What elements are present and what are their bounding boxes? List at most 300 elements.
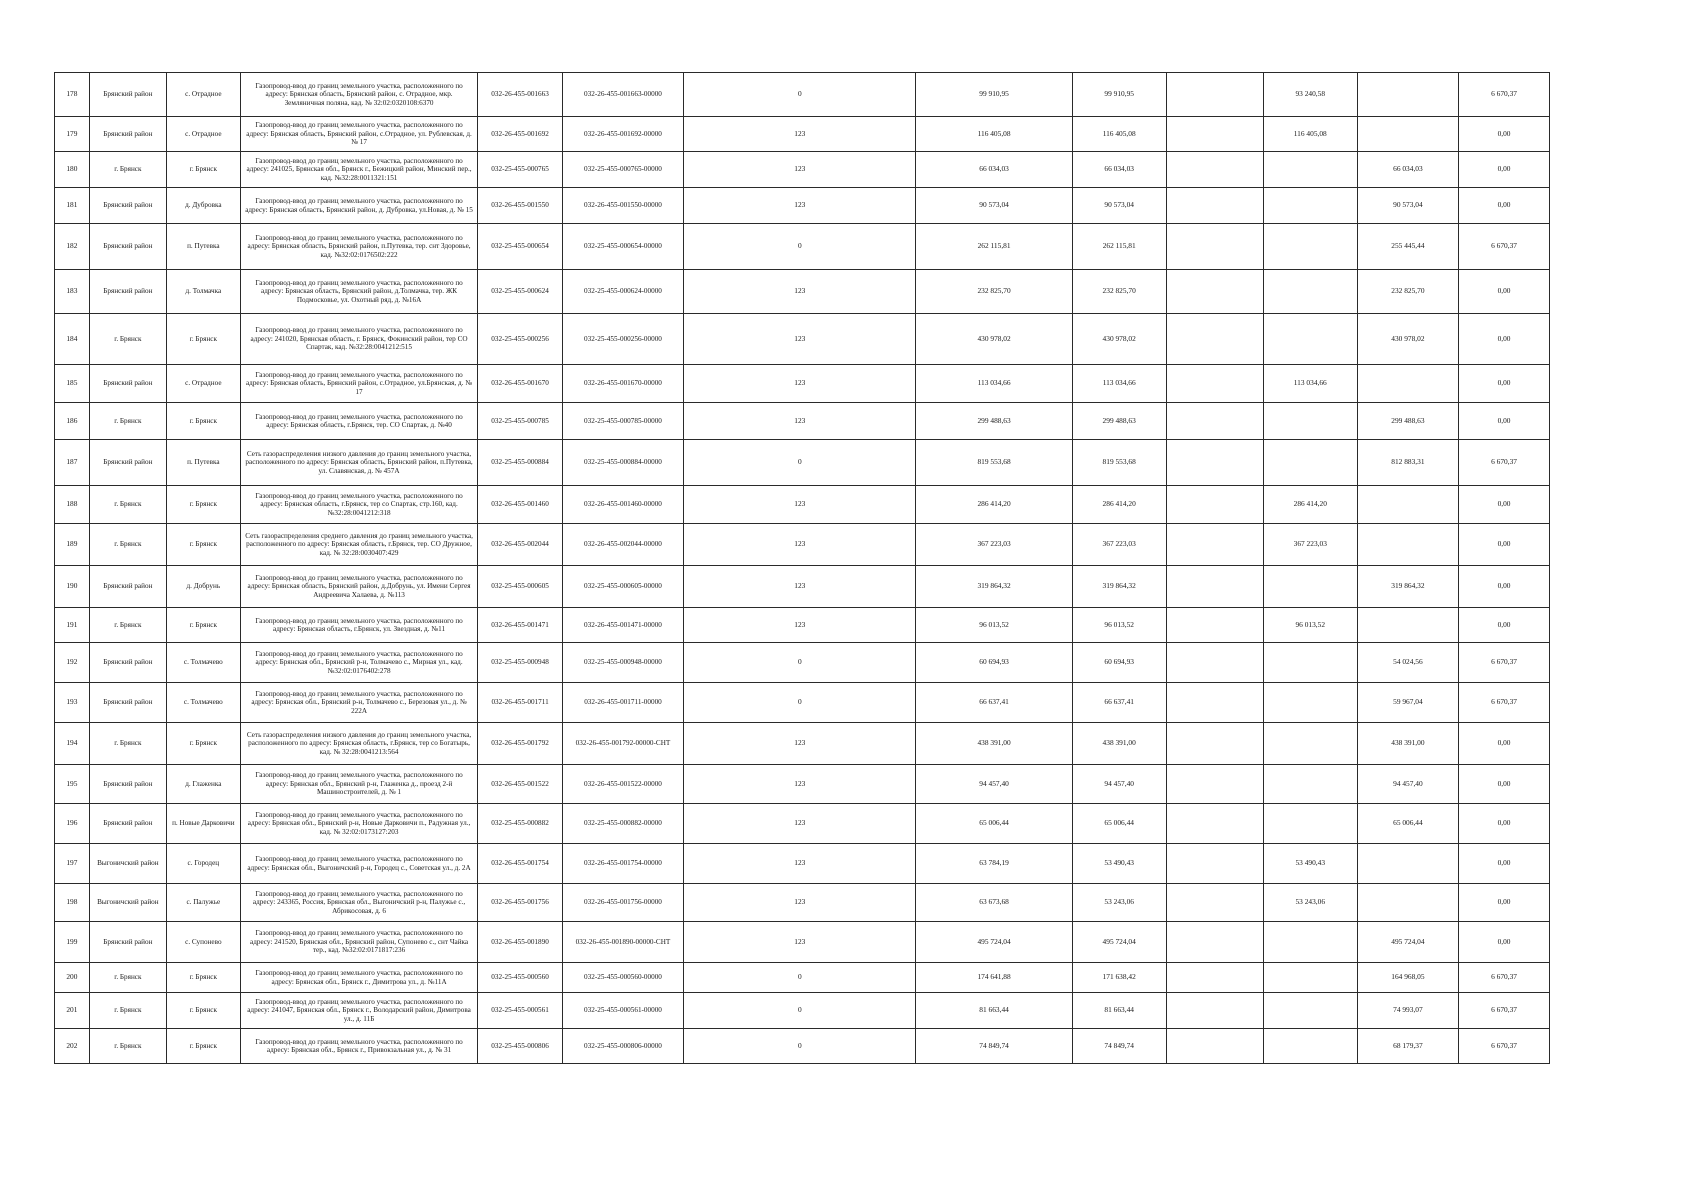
settlement-cell: с. Толмачево bbox=[166, 683, 240, 723]
column-9-value bbox=[1166, 922, 1263, 963]
quantity-cell: 123 bbox=[684, 188, 916, 224]
object-description: Газопровод-ввод до границ земельного участка, расположенного по адресу: Брянская обл., Брянск г., Димитрова ул., д. №11А bbox=[240, 963, 478, 993]
total-cost: 99 910,95 bbox=[916, 73, 1072, 117]
settlement-cell: г. Брянск bbox=[166, 486, 240, 524]
column-11-value: 299 488,63 bbox=[1357, 403, 1458, 440]
amount-cell: 438 391,00 bbox=[1072, 723, 1166, 765]
column-12-value: 0,00 bbox=[1459, 922, 1550, 963]
object-code: 032-25-455-000605 bbox=[478, 566, 562, 608]
column-9-value bbox=[1166, 117, 1263, 152]
object-description: Сеть газораспределения среднего давления до границ земельного участка, расположенного по адресу: Брянская область, г.Брянск, тер. СО Дружное, кад. № 32:28:0030407:429 bbox=[240, 524, 478, 566]
column-10-value: 96 013,52 bbox=[1263, 608, 1357, 643]
total-cost: 495 724,04 bbox=[916, 922, 1072, 963]
column-9-value bbox=[1166, 73, 1263, 117]
inventory-code: 032-25-455-000765-00000 bbox=[562, 152, 683, 188]
object-description: Газопровод-ввод до границ земельного участка, расположенного по адресу: 241520, Брянская обл., Брянский район, Супонево с., снт Чайка тер., кад. №32:02:0171817:236 bbox=[240, 922, 478, 963]
amount-cell: 286 414,20 bbox=[1072, 486, 1166, 524]
settlement-cell: п. Путевка bbox=[166, 224, 240, 270]
column-12-value: 6 670,37 bbox=[1459, 643, 1550, 683]
district-cell: г. Брянск bbox=[89, 152, 166, 188]
column-11-value: 65 006,44 bbox=[1357, 804, 1458, 844]
column-11-value bbox=[1357, 365, 1458, 403]
column-9-value bbox=[1166, 314, 1263, 365]
object-code: 032-25-455-000785 bbox=[478, 403, 562, 440]
settlement-cell: г. Брянск bbox=[166, 524, 240, 566]
column-12-value: 0,00 bbox=[1459, 765, 1550, 804]
object-description: Газопровод-ввод до границ земельного участка, расположенного по адресу: Брянская обл., Выгоничский р-н, Городец с., Советская ул., д. 2А bbox=[240, 844, 478, 884]
column-12-value: 0,00 bbox=[1459, 723, 1550, 765]
inventory-code: 032-25-455-000256-00000 bbox=[562, 314, 683, 365]
settlement-cell: г. Брянск bbox=[166, 1029, 240, 1064]
total-cost: 430 978,02 bbox=[916, 314, 1072, 365]
settlement-cell: д. Дубровка bbox=[166, 188, 240, 224]
row-number: 199 bbox=[55, 922, 90, 963]
object-code: 032-25-455-000765 bbox=[478, 152, 562, 188]
table-row bbox=[55, 486, 1550, 524]
settlement-cell: п. Путевка bbox=[166, 440, 240, 486]
table-row bbox=[55, 608, 1550, 643]
settlement-cell: г. Брянск bbox=[166, 403, 240, 440]
settlement-cell: г. Брянск bbox=[166, 993, 240, 1029]
inventory-code: 032-26-455-001756-00000 bbox=[562, 884, 683, 922]
column-10-value bbox=[1263, 270, 1357, 314]
settlement-cell: д. Глаженка bbox=[166, 765, 240, 804]
quantity-cell: 123 bbox=[684, 365, 916, 403]
object-code: 032-26-455-001550 bbox=[478, 188, 562, 224]
row-number: 178 bbox=[55, 73, 90, 117]
column-9-value bbox=[1166, 804, 1263, 844]
quantity-cell: 0 bbox=[684, 993, 916, 1029]
column-12-value: 0,00 bbox=[1459, 403, 1550, 440]
row-number: 179 bbox=[55, 117, 90, 152]
column-11-value bbox=[1357, 884, 1458, 922]
object-description: Газопровод-ввод до границ земельного участка, расположенного по адресу: Брянская область, Брянский район, с.Отрадное, ул.Брянская, д. № 17 bbox=[240, 365, 478, 403]
quantity-cell: 0 bbox=[684, 683, 916, 723]
column-9-value bbox=[1166, 486, 1263, 524]
quantity-cell: 123 bbox=[684, 524, 916, 566]
table-row bbox=[55, 224, 1550, 270]
row-number: 189 bbox=[55, 524, 90, 566]
table-row bbox=[55, 643, 1550, 683]
table-row bbox=[55, 765, 1550, 804]
table-row bbox=[55, 683, 1550, 723]
district-cell: г. Брянск bbox=[89, 1029, 166, 1064]
quantity-cell: 123 bbox=[684, 486, 916, 524]
column-11-value bbox=[1357, 73, 1458, 117]
total-cost: 63 673,68 bbox=[916, 884, 1072, 922]
column-11-value bbox=[1357, 608, 1458, 643]
row-number: 198 bbox=[55, 884, 90, 922]
row-number: 191 bbox=[55, 608, 90, 643]
column-9-value bbox=[1166, 566, 1263, 608]
district-cell: Брянский район bbox=[89, 224, 166, 270]
table-row bbox=[55, 314, 1550, 365]
table-row bbox=[55, 566, 1550, 608]
inventory-code: 032-26-455-001792-00000-СНТ bbox=[562, 723, 683, 765]
column-11-value: 90 573,04 bbox=[1357, 188, 1458, 224]
table-row bbox=[55, 844, 1550, 884]
column-9-value bbox=[1166, 884, 1263, 922]
inventory-code: 032-26-455-001460-00000 bbox=[562, 486, 683, 524]
object-code: 032-25-455-000561 bbox=[478, 993, 562, 1029]
row-number: 184 bbox=[55, 314, 90, 365]
registry-sheet bbox=[54, 72, 1550, 1064]
row-number: 192 bbox=[55, 643, 90, 683]
column-9-value bbox=[1166, 844, 1263, 884]
district-cell: Брянский район bbox=[89, 117, 166, 152]
amount-cell: 116 405,08 bbox=[1072, 117, 1166, 152]
row-number: 202 bbox=[55, 1029, 90, 1064]
inventory-code: 032-25-455-000806-00000 bbox=[562, 1029, 683, 1064]
inventory-code: 032-25-455-000882-00000 bbox=[562, 804, 683, 844]
column-12-value: 6 670,37 bbox=[1459, 683, 1550, 723]
column-12-value: 0,00 bbox=[1459, 188, 1550, 224]
total-cost: 174 641,88 bbox=[916, 963, 1072, 993]
column-10-value bbox=[1263, 683, 1357, 723]
column-10-value: 93 240,58 bbox=[1263, 73, 1357, 117]
total-cost: 94 457,40 bbox=[916, 765, 1072, 804]
object-description: Газопровод-ввод до границ земельного участка, расположенного по адресу: Брянская область, г.Брянск, ул. Звездная, д. №11 bbox=[240, 608, 478, 643]
total-cost: 65 006,44 bbox=[916, 804, 1072, 844]
total-cost: 438 391,00 bbox=[916, 723, 1072, 765]
table-row bbox=[55, 270, 1550, 314]
amount-cell: 232 825,70 bbox=[1072, 270, 1166, 314]
table-row bbox=[55, 993, 1550, 1029]
column-12-value: 0,00 bbox=[1459, 365, 1550, 403]
total-cost: 90 573,04 bbox=[916, 188, 1072, 224]
district-cell: г. Брянск bbox=[89, 723, 166, 765]
table-row bbox=[55, 188, 1550, 224]
column-9-value bbox=[1166, 403, 1263, 440]
object-code: 032-26-455-001471 bbox=[478, 608, 562, 643]
total-cost: 63 784,19 bbox=[916, 844, 1072, 884]
column-12-value: 0,00 bbox=[1459, 566, 1550, 608]
row-number: 186 bbox=[55, 403, 90, 440]
object-code: 032-26-455-001692 bbox=[478, 117, 562, 152]
column-10-value bbox=[1263, 403, 1357, 440]
quantity-cell: 123 bbox=[684, 152, 916, 188]
district-cell: Брянский район bbox=[89, 683, 166, 723]
table-row bbox=[55, 804, 1550, 844]
table-row bbox=[55, 365, 1550, 403]
column-10-value bbox=[1263, 188, 1357, 224]
column-12-value: 0,00 bbox=[1459, 270, 1550, 314]
inventory-code: 032-26-455-001663-00000 bbox=[562, 73, 683, 117]
inventory-code: 032-26-455-001754-00000 bbox=[562, 844, 683, 884]
amount-cell: 319 864,32 bbox=[1072, 566, 1166, 608]
column-10-value bbox=[1263, 963, 1357, 993]
object-code: 032-26-455-002044 bbox=[478, 524, 562, 566]
settlement-cell: г. Брянск bbox=[166, 963, 240, 993]
row-number: 190 bbox=[55, 566, 90, 608]
object-code: 032-26-455-001792 bbox=[478, 723, 562, 765]
inventory-code: 032-25-455-000785-00000 bbox=[562, 403, 683, 440]
column-12-value: 0,00 bbox=[1459, 844, 1550, 884]
object-code: 032-25-455-000654 bbox=[478, 224, 562, 270]
column-11-value: 495 724,04 bbox=[1357, 922, 1458, 963]
amount-cell: 66 034,03 bbox=[1072, 152, 1166, 188]
column-11-value: 74 993,07 bbox=[1357, 993, 1458, 1029]
settlement-cell: п. Новые Дарковичи bbox=[166, 804, 240, 844]
column-11-value: 430 978,02 bbox=[1357, 314, 1458, 365]
column-10-value bbox=[1263, 1029, 1357, 1064]
quantity-cell: 0 bbox=[684, 643, 916, 683]
quantity-cell: 123 bbox=[684, 884, 916, 922]
column-11-value: 319 864,32 bbox=[1357, 566, 1458, 608]
total-cost: 60 694,93 bbox=[916, 643, 1072, 683]
inventory-code: 032-26-455-001550-00000 bbox=[562, 188, 683, 224]
total-cost: 66 034,03 bbox=[916, 152, 1072, 188]
amount-cell: 99 910,95 bbox=[1072, 73, 1166, 117]
inventory-code: 032-25-455-000884-00000 bbox=[562, 440, 683, 486]
amount-cell: 60 694,93 bbox=[1072, 643, 1166, 683]
inventory-code: 032-25-455-000948-00000 bbox=[562, 643, 683, 683]
column-9-value bbox=[1166, 643, 1263, 683]
column-10-value bbox=[1263, 440, 1357, 486]
row-number: 197 bbox=[55, 844, 90, 884]
column-9-value bbox=[1166, 524, 1263, 566]
column-10-value bbox=[1263, 224, 1357, 270]
object-description: Газопровод-ввод до границ земельного участка, расположенного по адресу: Брянская обл., Брянск г., Привокзальная ул., д. № 31 bbox=[240, 1029, 478, 1064]
object-description: Газопровод-ввод до границ земельного участка, расположенного по адресу: Брянская обл., Брянский р-н, Толмачево с., Березовая ул., д. № 222А bbox=[240, 683, 478, 723]
district-cell: Брянский район bbox=[89, 73, 166, 117]
column-11-value bbox=[1357, 117, 1458, 152]
column-12-value: 0,00 bbox=[1459, 117, 1550, 152]
amount-cell: 96 013,52 bbox=[1072, 608, 1166, 643]
row-number: 183 bbox=[55, 270, 90, 314]
table-row bbox=[55, 884, 1550, 922]
object-code: 032-25-455-000882 bbox=[478, 804, 562, 844]
amount-cell: 53 490,43 bbox=[1072, 844, 1166, 884]
column-11-value: 68 179,37 bbox=[1357, 1029, 1458, 1064]
column-11-value: 94 457,40 bbox=[1357, 765, 1458, 804]
inventory-code: 032-26-455-001711-00000 bbox=[562, 683, 683, 723]
settlement-cell: с. Супонево bbox=[166, 922, 240, 963]
settlement-cell: с. Отрадное bbox=[166, 73, 240, 117]
total-cost: 319 864,32 bbox=[916, 566, 1072, 608]
total-cost: 113 034,66 bbox=[916, 365, 1072, 403]
settlement-cell: с. Толмачево bbox=[166, 643, 240, 683]
row-number: 200 bbox=[55, 963, 90, 993]
object-code: 032-26-455-001711 bbox=[478, 683, 562, 723]
object-description: Газопровод-ввод до границ земельного участка, расположенного по адресу: Брянская область, Брянский район, с. Отрадное, мкр. Земляничная поляна, кад. № 32:02:0320108:6370 bbox=[240, 73, 478, 117]
object-description: Газопровод-ввод до границ земельного участка, расположенного по адресу: 241020, Брянская область, г. Брянск, Фокинский район, тер СО Спартак, кад. №32:28:0041212:515 bbox=[240, 314, 478, 365]
row-number: 185 bbox=[55, 365, 90, 403]
total-cost: 232 825,70 bbox=[916, 270, 1072, 314]
column-9-value bbox=[1166, 608, 1263, 643]
quantity-cell: 123 bbox=[684, 765, 916, 804]
column-9-value bbox=[1166, 683, 1263, 723]
amount-cell: 262 115,81 bbox=[1072, 224, 1166, 270]
inventory-code: 032-25-455-000605-00000 bbox=[562, 566, 683, 608]
inventory-code: 032-26-455-001670-00000 bbox=[562, 365, 683, 403]
column-9-value bbox=[1166, 188, 1263, 224]
column-10-value: 367 223,03 bbox=[1263, 524, 1357, 566]
row-number: 181 bbox=[55, 188, 90, 224]
quantity-cell: 123 bbox=[684, 804, 916, 844]
column-9-value bbox=[1166, 224, 1263, 270]
district-cell: г. Брянск bbox=[89, 993, 166, 1029]
column-12-value: 6 670,37 bbox=[1459, 224, 1550, 270]
column-9-value bbox=[1166, 1029, 1263, 1064]
column-9-value bbox=[1166, 440, 1263, 486]
object-description: Газопровод-ввод до границ земельного участка, расположенного по адресу: Брянская область, Брянский район, д.Добрунь, ул. Имени Сергея Андреевича Халаева, д. №113 bbox=[240, 566, 478, 608]
object-description: Газопровод-ввод до границ земельного участка, расположенного по адресу: Брянская обл., Брянский р-н, Глаженка д., проезд 2-й Машиностроителей, д. № 1 bbox=[240, 765, 478, 804]
column-10-value bbox=[1263, 922, 1357, 963]
settlement-cell: д. Добрунь bbox=[166, 566, 240, 608]
district-cell: Выгоничский район bbox=[89, 884, 166, 922]
quantity-cell: 123 bbox=[684, 922, 916, 963]
column-11-value: 59 967,04 bbox=[1357, 683, 1458, 723]
quantity-cell: 123 bbox=[684, 117, 916, 152]
settlement-cell: с. Отрадное bbox=[166, 117, 240, 152]
column-12-value: 6 670,37 bbox=[1459, 993, 1550, 1029]
object-code: 032-26-455-001522 bbox=[478, 765, 562, 804]
amount-cell: 171 638,42 bbox=[1072, 963, 1166, 993]
amount-cell: 495 724,04 bbox=[1072, 922, 1166, 963]
row-number: 187 bbox=[55, 440, 90, 486]
object-description: Газопровод-ввод до границ земельного участка, расположенного по адресу: Брянская область, Брянский район, д.Толмачка, тер. ЖК Подмосковье, ул. Охотный ряд, д. №16А bbox=[240, 270, 478, 314]
registry-table bbox=[54, 72, 1550, 1064]
district-cell: г. Брянск bbox=[89, 524, 166, 566]
inventory-code: 032-26-455-001890-00000-СНТ bbox=[562, 922, 683, 963]
row-number: 196 bbox=[55, 804, 90, 844]
district-cell: Брянский район bbox=[89, 804, 166, 844]
amount-cell: 66 637,41 bbox=[1072, 683, 1166, 723]
column-12-value: 0,00 bbox=[1459, 524, 1550, 566]
total-cost: 96 013,52 bbox=[916, 608, 1072, 643]
column-11-value bbox=[1357, 486, 1458, 524]
table-row bbox=[55, 1029, 1550, 1064]
district-cell: Брянский район bbox=[89, 188, 166, 224]
quantity-cell: 0 bbox=[684, 963, 916, 993]
row-number: 182 bbox=[55, 224, 90, 270]
column-11-value bbox=[1357, 524, 1458, 566]
amount-cell: 819 553,68 bbox=[1072, 440, 1166, 486]
total-cost: 367 223,03 bbox=[916, 524, 1072, 566]
object-code: 032-26-455-001756 bbox=[478, 884, 562, 922]
object-description: Газопровод-ввод до границ земельного участка, расположенного по адресу: Брянская обл., Брянский р-н, Новые Дарковичи п., Радужная ул., кад. № 32:02:0173127:203 bbox=[240, 804, 478, 844]
total-cost: 81 663,44 bbox=[916, 993, 1072, 1029]
column-12-value: 0,00 bbox=[1459, 314, 1550, 365]
object-code: 032-25-455-000806 bbox=[478, 1029, 562, 1064]
inventory-code: 032-25-455-000560-00000 bbox=[562, 963, 683, 993]
table-row bbox=[55, 117, 1550, 152]
column-9-value bbox=[1166, 152, 1263, 188]
quantity-cell: 123 bbox=[684, 314, 916, 365]
column-11-value: 438 391,00 bbox=[1357, 723, 1458, 765]
inventory-code: 032-25-455-000561-00000 bbox=[562, 993, 683, 1029]
amount-cell: 74 849,74 bbox=[1072, 1029, 1166, 1064]
inventory-code: 032-26-455-001471-00000 bbox=[562, 608, 683, 643]
column-10-value bbox=[1263, 152, 1357, 188]
inventory-code: 032-25-455-000654-00000 bbox=[562, 224, 683, 270]
object-code: 032-25-455-000560 bbox=[478, 963, 562, 993]
object-description: Газопровод-ввод до границ земельного участка, расположенного по адресу: Брянская область, г.Брянск, тер. СО Спартак, д. №40 bbox=[240, 403, 478, 440]
quantity-cell: 0 bbox=[684, 1029, 916, 1064]
column-12-value: 0,00 bbox=[1459, 486, 1550, 524]
row-number: 193 bbox=[55, 683, 90, 723]
object-description: Газопровод-ввод до границ земельного участка, расположенного по адресу: 241025, Брянская обл., Брянск г., Бежицкий район, Минский пер., кад. №32:28:0011321:151 bbox=[240, 152, 478, 188]
object-description: Газопровод-ввод до границ земельного участка, расположенного по адресу: 243365, Россия, Брянская обл., Выгоничский р-н, Палужье с., Абрикосовая, д. 6 bbox=[240, 884, 478, 922]
district-cell: г. Брянск bbox=[89, 403, 166, 440]
table-row bbox=[55, 524, 1550, 566]
row-number: 195 bbox=[55, 765, 90, 804]
column-10-value bbox=[1263, 804, 1357, 844]
district-cell: Брянский район bbox=[89, 922, 166, 963]
amount-cell: 94 457,40 bbox=[1072, 765, 1166, 804]
amount-cell: 430 978,02 bbox=[1072, 314, 1166, 365]
object-description: Газопровод-ввод до границ земельного участка, расположенного по адресу: Брянская обл., Брянский р-н, Толмачево с., Мирная ул., кад. №32:02:0176402:278 bbox=[240, 643, 478, 683]
total-cost: 74 849,74 bbox=[916, 1029, 1072, 1064]
total-cost: 116 405,08 bbox=[916, 117, 1072, 152]
district-cell: Брянский район bbox=[89, 440, 166, 486]
row-number: 201 bbox=[55, 993, 90, 1029]
object-description: Газопровод-ввод до границ земельного участка, расположенного по адресу: 241047, Брянская обл., Брянск г., Володарский район, Димитрова ул., д. 11Б bbox=[240, 993, 478, 1029]
settlement-cell: г. Брянск bbox=[166, 152, 240, 188]
inventory-code: 032-26-455-001692-00000 bbox=[562, 117, 683, 152]
object-code: 032-26-455-001890 bbox=[478, 922, 562, 963]
district-cell: Брянский район bbox=[89, 765, 166, 804]
column-12-value: 0,00 bbox=[1459, 152, 1550, 188]
quantity-cell: 123 bbox=[684, 608, 916, 643]
column-10-value: 113 034,66 bbox=[1263, 365, 1357, 403]
object-description: Сеть газораспределения низкого давления до границ земельного участка, расположенного по адресу: Брянская область, г.Брянск, тер со Богатырь, кад. № 32:28:0041213:564 bbox=[240, 723, 478, 765]
district-cell: г. Брянск bbox=[89, 486, 166, 524]
column-11-value: 66 034,03 bbox=[1357, 152, 1458, 188]
column-12-value: 6 670,37 bbox=[1459, 1029, 1550, 1064]
quantity-cell: 0 bbox=[684, 73, 916, 117]
district-cell: Брянский район bbox=[89, 270, 166, 314]
column-12-value: 0,00 bbox=[1459, 608, 1550, 643]
quantity-cell: 123 bbox=[684, 844, 916, 884]
row-number: 180 bbox=[55, 152, 90, 188]
column-11-value: 255 445,44 bbox=[1357, 224, 1458, 270]
row-number: 188 bbox=[55, 486, 90, 524]
object-code: 032-26-455-001670 bbox=[478, 365, 562, 403]
total-cost: 286 414,20 bbox=[916, 486, 1072, 524]
column-10-value bbox=[1263, 723, 1357, 765]
column-12-value: 6 670,37 bbox=[1459, 440, 1550, 486]
settlement-cell: с. Отрадное bbox=[166, 365, 240, 403]
district-cell: Брянский район bbox=[89, 365, 166, 403]
object-description: Газопровод-ввод до границ земельного участка, расположенного по адресу: Брянская область, г.Брянск, тер со Спартак, стр.160, кад. №32:28:0041212:318 bbox=[240, 486, 478, 524]
row-number: 194 bbox=[55, 723, 90, 765]
table-row bbox=[55, 723, 1550, 765]
object-code: 032-25-455-000884 bbox=[478, 440, 562, 486]
district-cell: г. Брянск bbox=[89, 608, 166, 643]
column-10-value bbox=[1263, 566, 1357, 608]
object-code: 032-26-455-001754 bbox=[478, 844, 562, 884]
column-9-value bbox=[1166, 723, 1263, 765]
district-cell: г. Брянск bbox=[89, 963, 166, 993]
settlement-cell: г. Брянск bbox=[166, 314, 240, 365]
column-12-value: 0,00 bbox=[1459, 804, 1550, 844]
column-10-value bbox=[1263, 765, 1357, 804]
amount-cell: 113 034,66 bbox=[1072, 365, 1166, 403]
table-row bbox=[55, 922, 1550, 963]
amount-cell: 81 663,44 bbox=[1072, 993, 1166, 1029]
quantity-cell: 123 bbox=[684, 270, 916, 314]
quantity-cell: 0 bbox=[684, 224, 916, 270]
inventory-code: 032-26-455-002044-00000 bbox=[562, 524, 683, 566]
table-row bbox=[55, 440, 1550, 486]
object-description: Газопровод-ввод до границ земельного участка, расположенного по адресу: Брянская область, Брянский район, с.Отрадное, ул. Рублевская, д. № 17 bbox=[240, 117, 478, 152]
column-10-value bbox=[1263, 993, 1357, 1029]
amount-cell: 367 223,03 bbox=[1072, 524, 1166, 566]
column-11-value: 812 883,31 bbox=[1357, 440, 1458, 486]
column-10-value bbox=[1263, 643, 1357, 683]
